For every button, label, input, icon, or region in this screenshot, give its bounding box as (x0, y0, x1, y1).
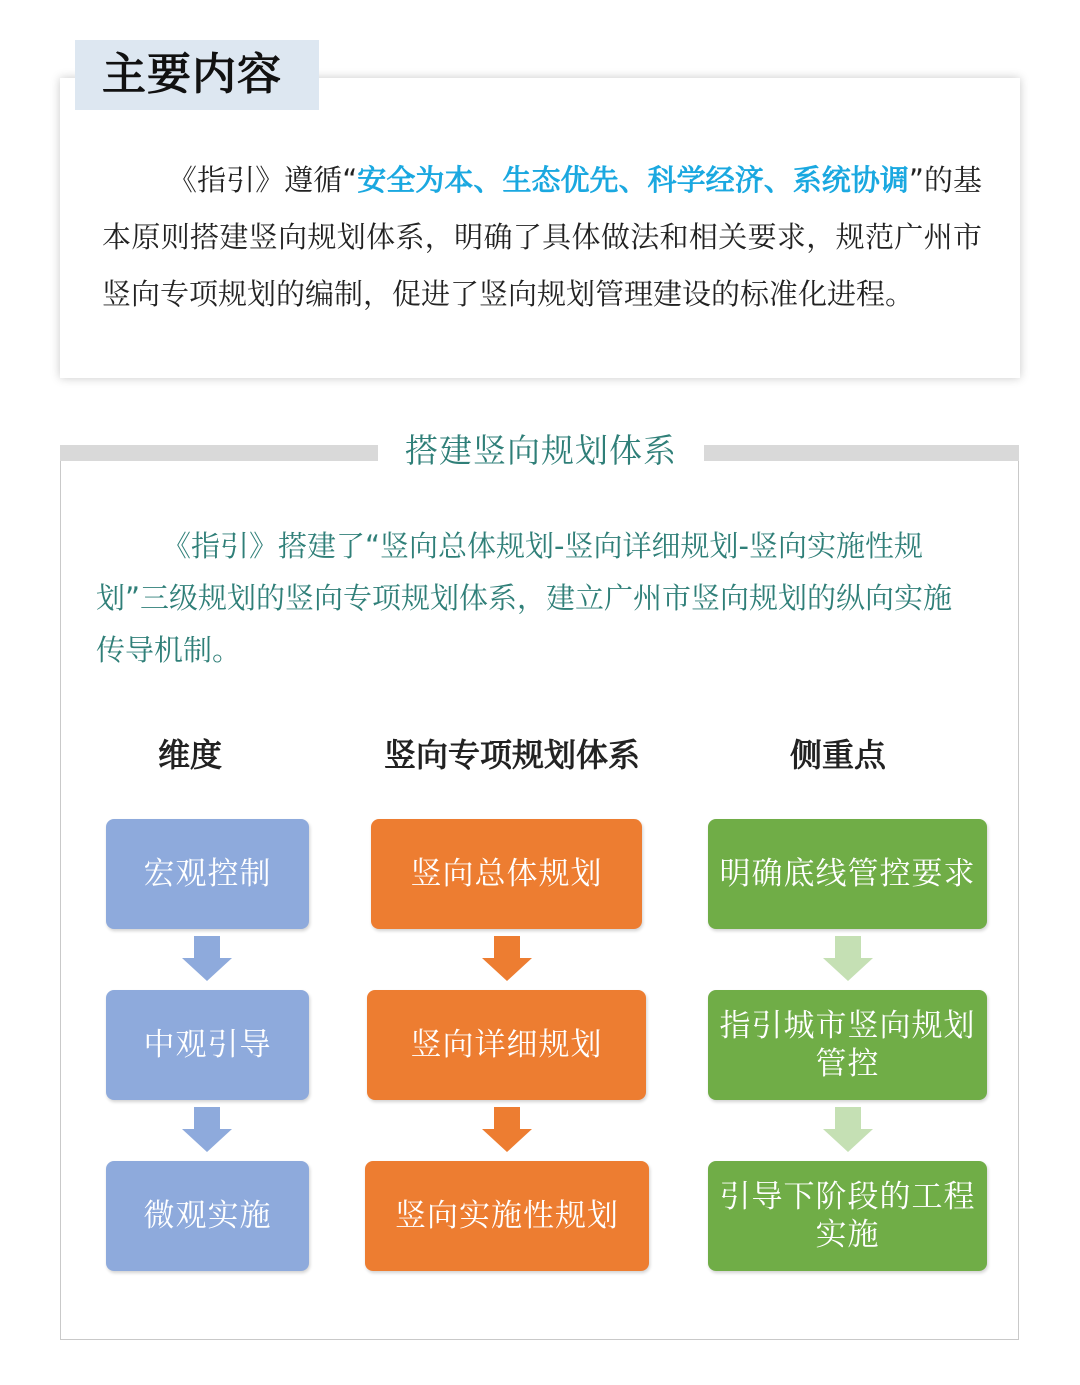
box-next-stage-engineering: 引导下阶段的工程实施 (708, 1161, 987, 1271)
system-intro-text: 《指引》搭建了“竖向总体规划-竖向详细规划-竖向实施性规划”三级规划的竖向专项规划体系，建立广州市竖向规划的纵向实施传导机制。 (96, 529, 953, 667)
paragraph-rest: ”的基本原则搭建竖向规划体系，明确了具体做法和相关要求，规范广州市竖向专项规划的编制，促进了竖向规划管理建设的标准化进程。 (102, 163, 982, 311)
system-heading: 搭建竖向规划体系 (405, 431, 677, 470)
column-header-focus: 侧重点 (789, 736, 886, 774)
heading-bar-left (60, 445, 378, 461)
principles-highlight: 安全为本、生态优先、科学经济、系统协调 (357, 163, 909, 197)
box-overall-planning: 竖向总体规划 (371, 819, 642, 929)
box-meso-guidance: 中观引导 (106, 990, 309, 1100)
section-title: 主要内容 (102, 49, 282, 100)
box-macro-control: 宏观控制 (106, 819, 309, 929)
box-implementation-planning: 竖向实施性规划 (365, 1161, 649, 1271)
system-intro-paragraph (96, 520, 976, 676)
heading-bar-right (704, 445, 1019, 461)
box-bottom-line-control: 明确底线管控要求 (708, 819, 987, 929)
box-detailed-planning: 竖向详细规划 (367, 990, 646, 1100)
box-micro-implementation: 微观实施 (106, 1161, 309, 1271)
paragraph-lead: 《指引》遵循“ (168, 163, 358, 197)
box-city-vertical-control: 指引城市竖向规划管控 (708, 990, 987, 1100)
column-header-dimension: 维度 (157, 736, 222, 774)
column-header-system: 竖向专项规划体系 (383, 736, 640, 774)
main-content-paragraph (102, 152, 982, 323)
